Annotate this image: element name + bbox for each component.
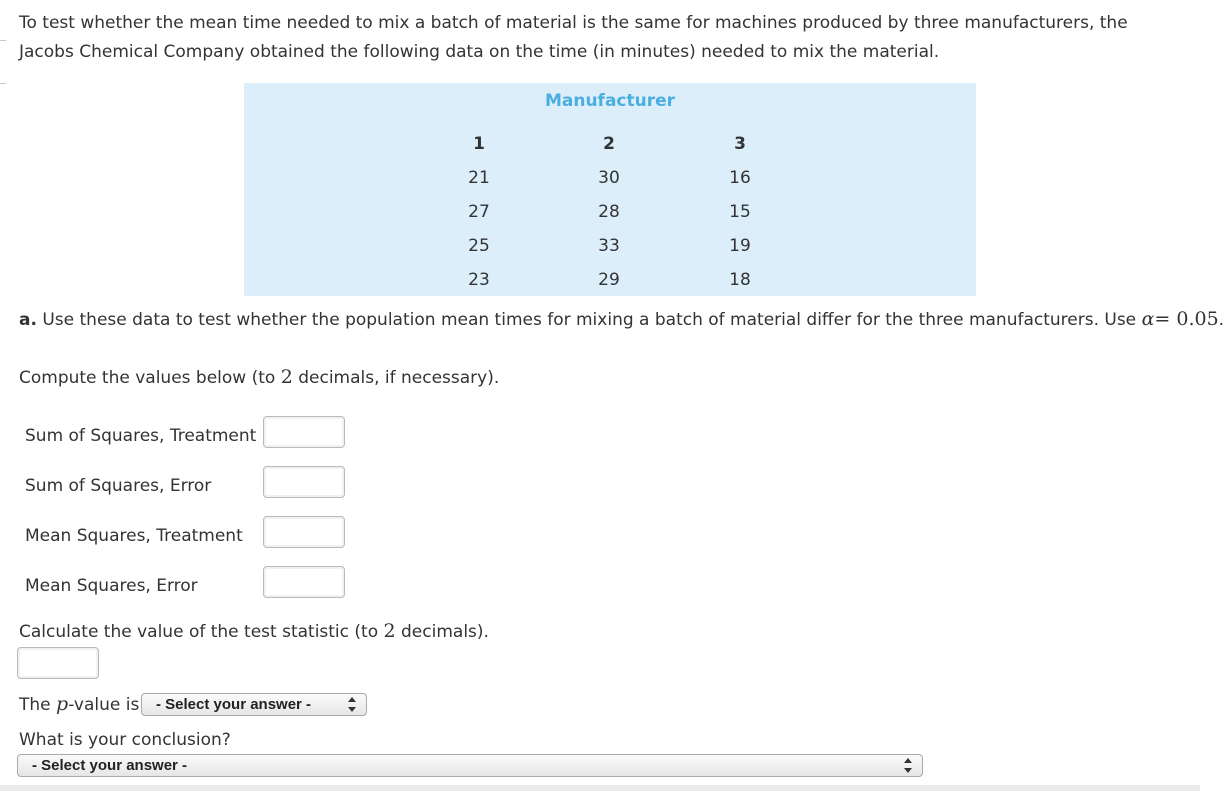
table-cell: 29 [598,270,620,290]
problem-intro: To test whether the mean time needed to mix a batch of material is the same for machines produced by three manufacturers, the Jacobs Chemical Company obtained the following data on the time (in minutes) needed to mix the material. [19,13,1128,62]
ss-error-label: Sum of Squares, Error [25,476,212,496]
instruction-text: decimals, if necessary). [298,368,500,388]
p-value-text: -value is [68,695,140,715]
column-header: 1 [473,134,485,154]
compute-instruction [19,366,499,388]
conclusion-selected: - Select your answer - [32,757,188,774]
table-cell: 18 [729,270,751,290]
question-label: a. [19,310,37,330]
data-table [244,83,976,296]
p-value-select[interactable] [141,693,367,716]
table-cell: 25 [468,236,490,256]
table-cell: 19 [729,236,751,256]
table-cell: 28 [598,202,620,222]
alpha-symbol: α [1141,308,1155,330]
question-a [19,308,1224,330]
ms-error-input[interactable] [263,566,345,598]
chevron-updown-icon [904,758,912,773]
decimal-count: 2 [383,620,396,642]
table-cell: 23 [468,270,490,290]
table-cell: 21 [468,168,490,188]
ms-treatment-label: Mean Squares, Treatment [25,526,243,546]
ms-error-label: Mean Squares, Error [25,576,198,596]
alpha-value: = 0.05 [1154,308,1219,330]
p-value-selected: - Select your answer - [156,696,312,713]
decimal-count: 2 [280,366,293,388]
test-statistic-input[interactable] [17,647,99,679]
column-header: 2 [603,134,615,154]
p-symbol: p [56,693,69,715]
table-cell: 27 [468,202,490,222]
ss-treatment-label: Sum of Squares, Treatment [25,426,257,446]
conclusion-question: What is your conclusion? [19,730,231,750]
bottom-edge [0,785,1200,791]
table-cell: 15 [729,202,751,222]
table-cell: 30 [598,168,620,188]
instruction-text: decimals). [401,622,489,642]
column-header: 3 [734,134,746,154]
conclusion-select[interactable] [17,754,923,777]
ms-treatment-input[interactable] [263,516,345,548]
table-cell: 16 [729,168,751,188]
question-text: Use these data to test whether the population mean times for mixing a batch of material differ for the three manufacturers. Use [42,310,1137,330]
question-period: . [1218,310,1224,330]
ss-treatment-input[interactable] [263,416,345,448]
instruction-text: Calculate the value of the test statistic (to [19,622,379,642]
left-edge-mark [0,83,6,84]
chevron-updown-icon [348,697,356,712]
table-cell: 33 [598,236,620,256]
p-value-row [19,693,139,715]
ss-error-input[interactable] [263,466,345,498]
instruction-text: Compute the values below (to [19,368,276,388]
left-edge-mark [0,40,6,41]
statistic-instruction [19,620,489,642]
table-caption: Manufacturer [544,91,676,111]
p-value-prefix: The [19,695,51,715]
